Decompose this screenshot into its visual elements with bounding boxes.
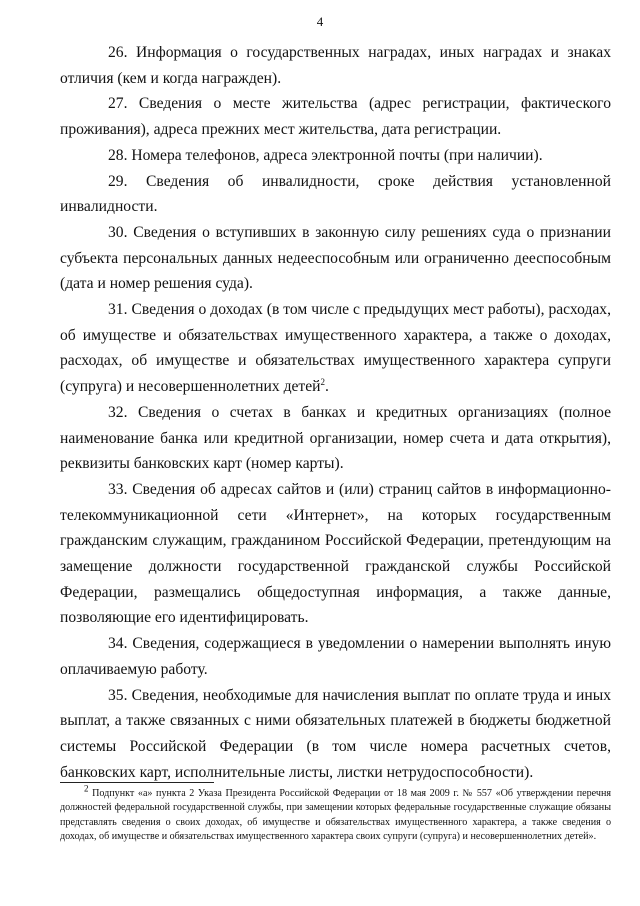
footnote-2 — [60, 783, 611, 844]
item-27: 27. Сведения о месте жительства (адрес регистрации, фактического проживания), адреса прежних мест жительства, дата регистрации. — [60, 95, 611, 139]
footnotes — [60, 783, 611, 844]
item-31-end: . — [325, 378, 329, 396]
document-body — [60, 40, 611, 785]
item-32: 32. Сведения о счетах в банках и кредитных организациях (полное наименование банка или кредитной организации, номер счета и дата открытия), реквизиты банковских карт (номер карты). — [60, 403, 611, 473]
item-33: 33. Сведения об адресах сайтов и (или) страниц сайтов в информационно-телекоммуникационной сети «Интернет», на которых государственным гражданским служащим, гражданином Российской Федерации, претендующим на замещение должности государственной гражданской службы Российской Федерации, размещались общедоступная информация, а также данные, позволяющие его идентифицировать. — [60, 480, 611, 627]
item-35: 35. Сведения, необходимые для начисления выплат по оплате труда и иных выплат, а также связанных с ними обязательных платежей в бюджеты бюджетной системы Российской Федерации (в том числе номера расчетных счетов, банковских карт, исполнительные листы, листки нетрудоспособности). — [60, 686, 611, 781]
item-34: 34. Сведения, содержащиеся в уведомлении о намерении выполнять иную оплачиваемую работу. — [60, 635, 611, 678]
item-30: 30. Сведения о вступивших в законную силу решениях суда о признании субъекта персональных данных недееспособным или ограниченно дееспособным (дата и номер решения суда). — [60, 223, 611, 293]
item-31 — [60, 297, 611, 400]
item-26: 26. Информация о государственных наградах, иных наградах и знаках отличия (кем и когда награжден). — [60, 44, 611, 87]
page-number: 4 — [316, 14, 324, 29]
footnote-marker: 2 — [84, 783, 89, 794]
footnote-reference[interactable]: 2 — [320, 376, 326, 387]
item-28: 28. Номера телефонов, адреса электронной почты (при наличии). — [108, 146, 543, 164]
item-29: 29. Сведения об инвалидности, сроке действия установленной инвалидности. — [60, 172, 611, 216]
footnote-text: Подпункт «а» пункта 2 Указа Президента Российской Федерации от 18 мая 2009 г. № 557 «Об утверждении перечня должностей федеральной государственной службы, при замещении которых федеральные государственные служащие обязаны представлять сведения о своих доходах, об имуществе и обязательствах имущественного характера, а также сведения о доходах, об имуществе и обязательствах имущественного характера своих супруги (супруга) и несовершеннолетних детей». — [60, 788, 611, 842]
item-31-text: 31. Сведения о доходах (в том числе с предыдущих мест работы), расходах, об имуществе и обязательствах имущественного характера, а также о доходах, расходах, об имуществе и обязательствах имущественного характера супруги (супруга) и несовершеннолетних детей — [60, 301, 611, 396]
